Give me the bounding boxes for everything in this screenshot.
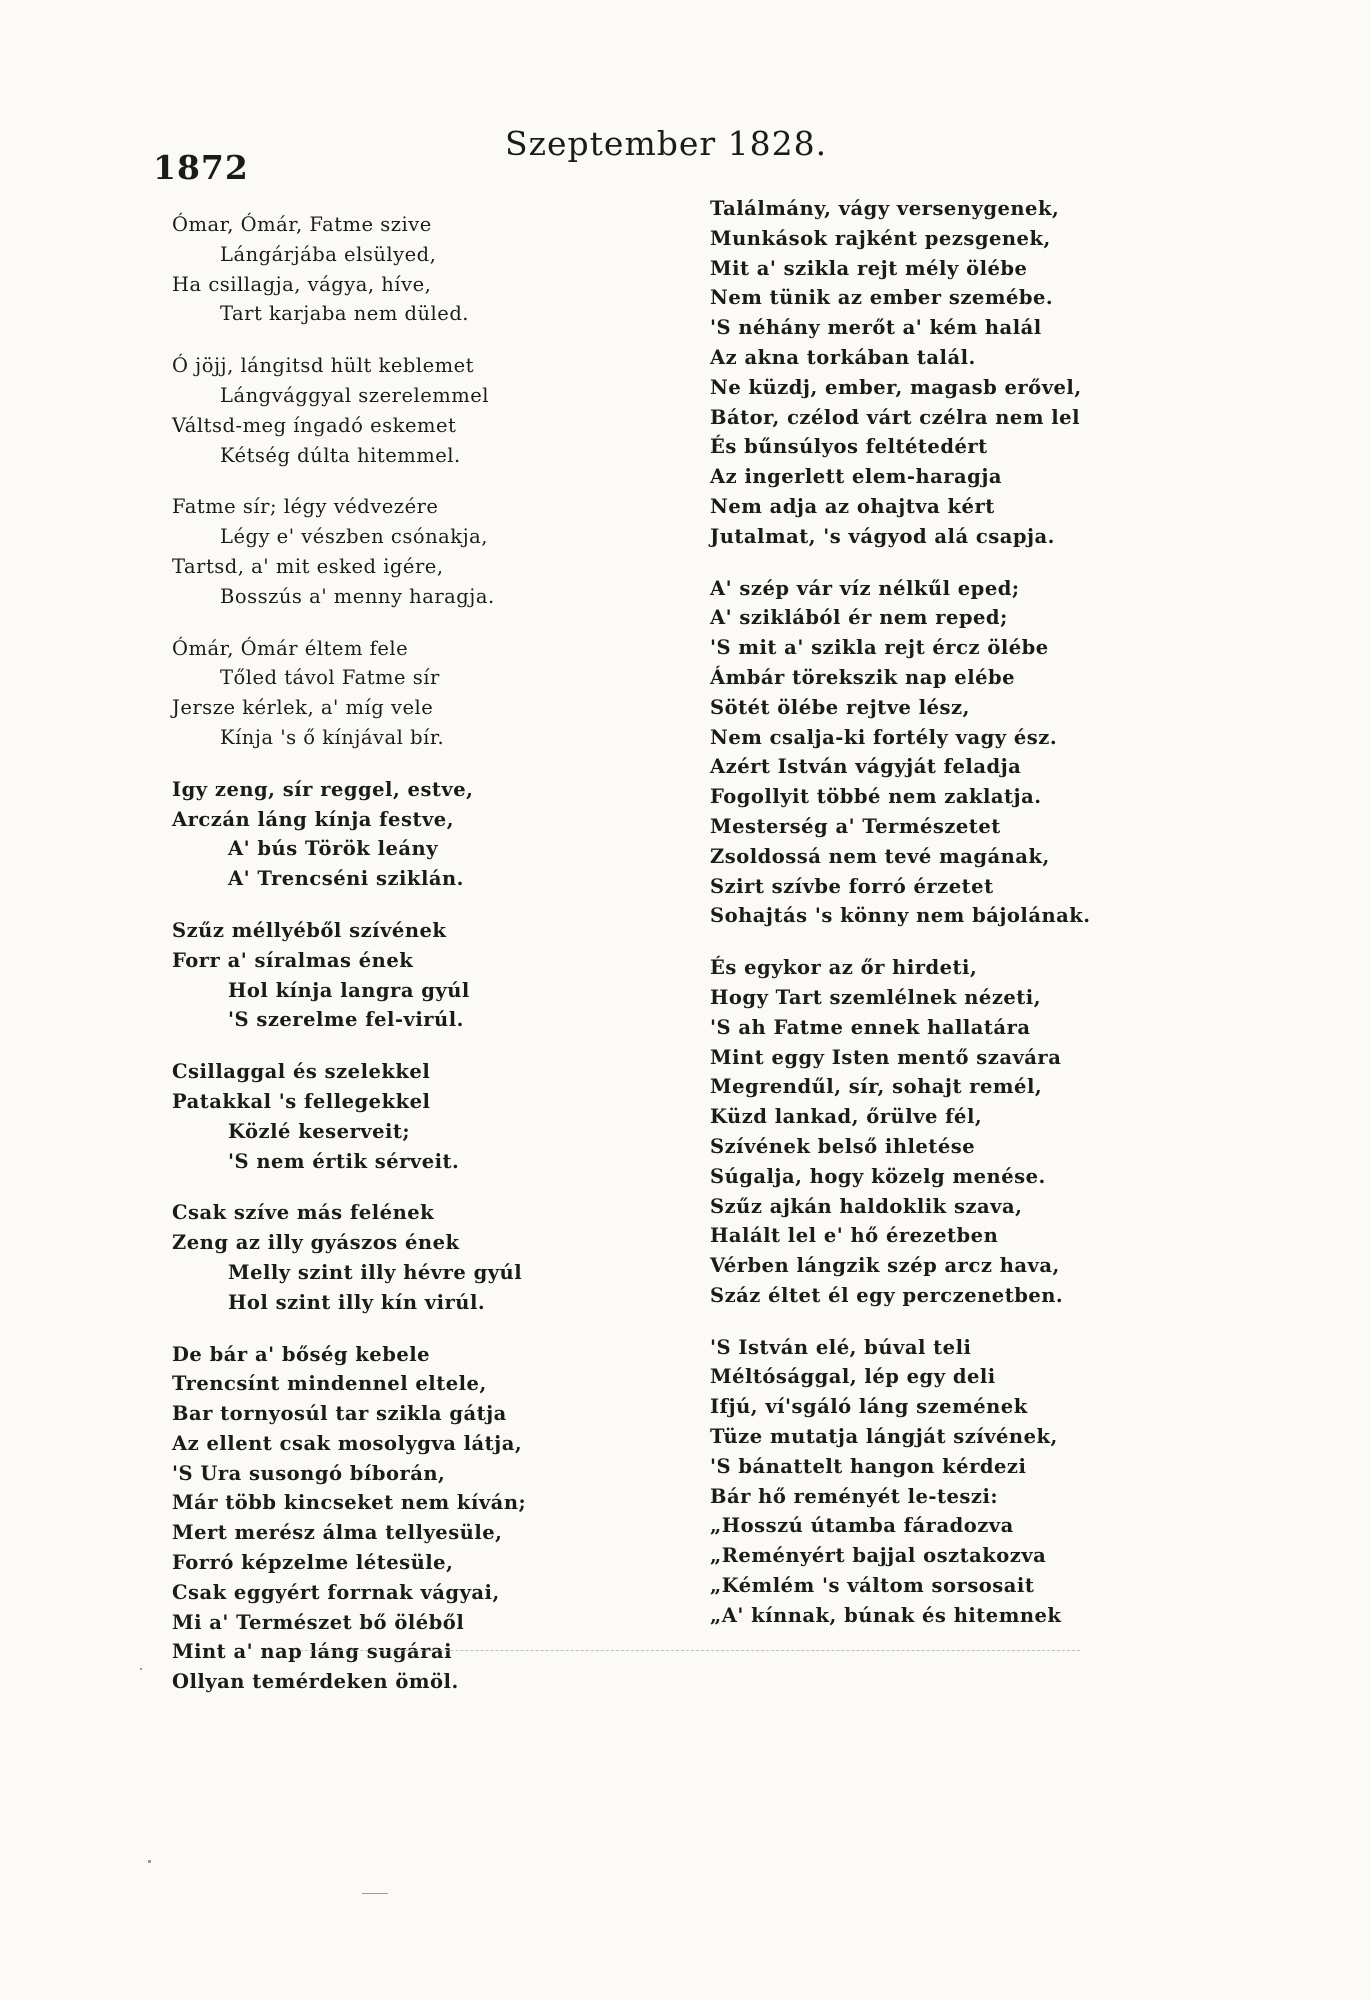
verse-line: Már több kincseket nem kíván; [172,1491,527,1515]
verse-line: Mit a' szikla rejt mély ölébe [710,256,1028,280]
verse-line: Szirt szívbe forró érzetet [710,874,994,898]
stanza [172,492,732,611]
verse-line: „Kémlém 's váltom sorsosait [710,1574,1035,1598]
verse-line: Súgalja, hogy közelg menése. [710,1164,1046,1188]
verse-line: Lángvággyal szerelemmel [220,383,490,407]
scan-speck [362,1893,388,1894]
verse-line: Tartsd, a' mit esked igére, [172,554,444,578]
verse-line: Száz éltet él egy perczenetben. [710,1283,1064,1307]
verse-line: Szívének belső ihletése [710,1134,976,1158]
verse-line: Küzd lankad, őrülve fél, [710,1105,983,1129]
verse-line: Melly szint illy hévre gyúl [228,1260,523,1284]
verse-line: Megrendűl, sír, sohajt remél, [710,1075,1043,1099]
verse-line: Csak eggyért forrnak vágyai, [172,1580,500,1604]
stanza [172,351,732,470]
stanza [710,1333,1270,1631]
verse-line: Nem adja az ohajtva kért [710,494,995,518]
verse-line: Forr a' síralmas ének [172,948,414,972]
verse-line: Forró képzelme létesüle, [172,1551,454,1575]
verse-line: 'S ah Fatme ennek hallatára [710,1015,1031,1039]
scan-speck [148,1860,151,1863]
verse-line: 'S bánattelt hangon kérdezi [710,1454,1027,1478]
verse-line: Ómár, Ómár éltem fele [172,636,409,660]
verse-line: Találmány, vágy versenygenek, [710,197,1060,220]
verse-line: Bosszús a' menny haragja. [220,584,495,608]
verse-line: Mesterség a' Természetet [710,814,1001,838]
verse-line: És bűnsúlyos feltétedért [710,435,988,459]
verse-line: Sohajtás 's könny nem bájolának. [710,904,1091,928]
verse-line: Lángárjába elsülyed, [220,242,437,266]
verse-line: Munkások rajként pezsgenek, [710,226,1051,250]
verse-line: Ollyan temérdeken ömöl. [172,1670,459,1694]
stanza [172,916,732,1035]
verse-line: Ó jöjj, lángitsd hült keblemet [172,354,474,378]
stanza [710,194,1270,552]
verse-line: Hol szint illy kín virúl. [228,1290,486,1314]
verse-line: Ne küzdj, ember, magasb erővel, [710,375,1082,399]
verse-line: „A' kínnak, búnak és hitemnek [710,1603,1062,1627]
verse-line: Csillaggal és szelekkel [172,1060,431,1084]
verse-line: Igy zeng, sír reggel, estve, [172,777,474,801]
verse-line: Tőled távol Fatme sír [220,666,440,690]
verse-line: Fogollyit többé nem zaklatja. [710,785,1042,809]
verse-line: Sötét ölébe rejtve lész, [710,695,970,719]
verse-line: Közlé keserveit; [228,1119,411,1143]
verse-line: 'S szerelme fel-virúl. [228,1008,464,1032]
page-number: 1872 [153,148,249,187]
verse-line: Ha csillagja, vágya, híve, [172,272,432,296]
verse-line: Halált lel e' hő érezetben [710,1224,999,1248]
verse-line: Zeng az illy gyászos ének [172,1231,460,1255]
stanza [172,775,732,894]
verse-line: 'S Ura susongó bíborán, [172,1461,446,1485]
verse-line: Mint a' nap láng sugárai [172,1640,452,1664]
verse-line: Azért István vágyját feladja [710,755,1022,779]
verse-line: Ómar, Ómár, Fatme szive [172,213,432,236]
verse-line: Jutalmat, 's vágyod alá csapja. [710,524,1055,548]
verse-line: Az ingerlett elem-haragja [710,465,1003,489]
stanza [172,1057,732,1176]
verse-line: Csak szíve más felének [172,1201,435,1225]
verse-line: Ámbár törekszik nap elébe [710,665,1016,689]
verse-line: 'S nem értik sérveit. [228,1149,460,1173]
stanza [710,574,1270,932]
stanza [172,1340,732,1698]
verse-line: Hol kínja langra gyúl [228,978,470,1002]
verse-line: Mint eggy Isten mentő szavára [710,1045,1062,1069]
verse-line: A' Trencséni sziklán. [228,867,464,891]
verse-line: Szűz méllyéből szívének [172,918,447,942]
verse-line: A' szép vár víz nélkűl eped; [710,576,1020,600]
verse-line: Nem tünik az ember szemébe. [710,286,1054,310]
verse-line: Zsoldossá nem tevé magának, [710,844,1050,868]
verse-line: Fatme sír; légy védvezére [172,495,439,519]
verse-line: Trencsínt mindennel eltele, [172,1372,487,1396]
verse-line: Jersze kérlek, a' míg vele [172,696,434,720]
verse-line: De bár a' bőség kebele [172,1342,431,1366]
stanza [710,953,1270,1311]
verse-line: Nem csalja-ki fortély vagy ész. [710,725,1058,749]
verse-line: „Reményért bajjal osztakozva [710,1544,1047,1568]
scan-artifact-rule [300,1650,1080,1651]
verse-line: Kínja 's ő kínjával bír. [220,725,445,749]
verse-line: Szűz ajkán haldoklik szava, [710,1194,1023,1218]
stanza [172,210,732,329]
verse-line: Az akna torkában talál. [710,345,976,369]
verse-line: Ifjú, ví'sgáló láng szemének [710,1395,1028,1419]
verse-line: Mert merész álma tellyesüle, [172,1521,503,1545]
stanza [172,1198,732,1317]
verse-line: Bátor, czélod várt czélra nem lel [710,405,1080,429]
verse-line: Légy e' vészben csónakja, [220,525,488,549]
verse-line: Váltsd-meg íngadó eskemet [172,413,457,437]
verse-line: 'S mit a' szikla rejt ércz ölébe [710,636,1049,660]
verse-line: Mi a' Természet bő öléből [172,1610,465,1634]
stanza [172,634,732,753]
verse-line: Bar tornyosúl tar szikla gátja [172,1402,507,1426]
verse-line: Arczán láng kínja festve, [172,807,454,831]
verse-line: A' bús Török leány [228,837,439,861]
verse-line: Tüze mutatja lángját szívének, [710,1425,1058,1449]
verse-line: Az ellent csak mosolygva látja, [172,1431,523,1455]
verse-line: Kétség dúlta hitemmel. [220,443,461,467]
scan-speck [140,1668,142,1670]
verse-line: Méltósággal, lép egy deli [710,1365,996,1389]
verse-line: Bár hő reményét le-teszi: [710,1484,999,1508]
left-column [172,210,732,1719]
verse-line: Hogy Tart szemlélnek nézeti, [710,985,1041,1009]
verse-line: A' sziklából ér nem reped; [710,606,1008,630]
verse-line: Patakkal 's fellegekkel [172,1089,431,1113]
verse-line: 'S István elé, búval teli [710,1335,972,1359]
verse-line: 'S néhány merőt a' kém halál [710,316,1042,340]
verse-line: „Hosszú útamba fáradozva [710,1514,1014,1538]
verse-line: Vérben lángzik szép arcz hava, [710,1254,1060,1278]
verse-line: Tart karjaba nem düled. [220,302,470,326]
running-head: Szeptember 1828. [505,124,828,163]
right-column [710,194,1270,1653]
verse-line: És egykor az őr hirdeti, [710,956,978,980]
